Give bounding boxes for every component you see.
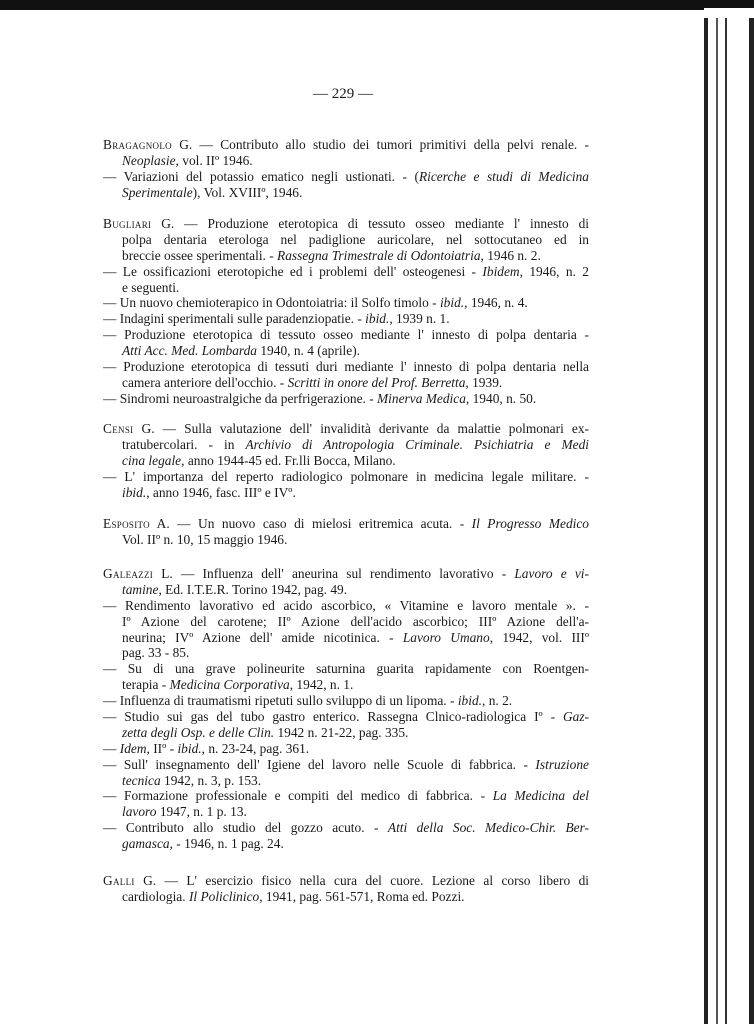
journal-title: Istruzione	[535, 756, 589, 772]
reference-line	[103, 216, 589, 232]
reference-text: , 1939.	[465, 374, 503, 390]
reference-line	[103, 437, 589, 453]
reference-text: — Studio sui gas del tubo gastro enterico. Rassegna Clnico-radiologica Iº -	[103, 709, 563, 725]
reference-line	[103, 327, 589, 343]
reference-line	[103, 185, 589, 201]
reference-text: terapia -	[122, 677, 170, 693]
reference-line	[103, 485, 589, 501]
reference-item	[103, 391, 589, 407]
reference-text: L. — Influenza dell' aneurina sul rendimento lavorativo -	[153, 566, 515, 581]
reference-line	[103, 804, 589, 820]
reference-line	[103, 169, 589, 185]
reference-line	[103, 248, 589, 264]
reference-text: — Un nuovo chemioterapico in Odontoiatria: il Solfo timolo -	[103, 295, 440, 311]
reference-text: , anno 1946, fasc. IIIº e IVº.	[146, 484, 296, 500]
journal-title: ibid.	[365, 311, 390, 327]
reference-text: G. — Contributo allo studio dei tumori primitivi della pelvi renale. -	[171, 137, 589, 152]
reference-line	[103, 788, 589, 804]
reference-text: , n. 23-24, pag. 361.	[201, 740, 310, 756]
reference-text: — Influenza di traumatismi ripetuti sullo sviluppo di un lipoma. -	[103, 693, 458, 709]
reference-item	[103, 820, 589, 852]
reference-line	[103, 295, 589, 311]
reference-line	[103, 725, 589, 741]
reference-text: — Sull' insegnamento dell' Igiene del lavoro nelle Scuole di fabbrica. -	[103, 756, 536, 772]
journal-title: Medicina Corporativa	[169, 677, 290, 693]
journal-title: tecnica	[122, 772, 161, 788]
reference-item	[103, 873, 589, 905]
reference-line	[103, 343, 589, 359]
reference-text: — Indagini sperimentali sulle paradenziopatie. -	[103, 311, 366, 327]
reference-line	[103, 532, 589, 548]
journal-title: tamine	[122, 581, 159, 597]
reference-line	[103, 469, 589, 485]
journal-title: Idem	[119, 740, 147, 756]
journal-title: Ricerche e studi di Medicina	[418, 168, 589, 184]
reference-text: — Contributo allo studio del gozzo acuto. -	[103, 820, 388, 836]
journal-title: ibid.	[457, 693, 482, 709]
journal-title: ibid.	[177, 740, 202, 756]
journal-title: Atti Acc. Med. Lombarda	[122, 343, 258, 359]
reference-text: , Ed. I.T.E.R. Torino 1942, pag. 49.	[158, 581, 348, 597]
reference-text: , n. 2.	[482, 693, 513, 709]
reference-text: 1942, n. 3, p. 153.	[160, 772, 262, 788]
author-name: Esposito	[103, 516, 150, 531]
reference-text: — Variazioni del potassio ematico negli ustionati. - (	[103, 168, 419, 184]
reference-item	[103, 311, 589, 327]
reference-item	[103, 469, 589, 501]
reference-line	[103, 630, 589, 646]
bibliography-entry	[103, 421, 589, 500]
reference-line	[103, 153, 589, 169]
journal-title: Lavoro e vi-	[514, 566, 589, 581]
bibliography-entry	[103, 873, 589, 905]
page-number: — 229 —	[313, 86, 373, 102]
journal-title: Archivio di Antropologia Criminale. Psichiatria e Medi	[245, 436, 589, 452]
reference-text: polpa dentaria eterologa nel padiglione auricolare, nel sottocutaneo ed in	[122, 231, 589, 247]
reference-line	[103, 820, 589, 836]
reference-text: —	[103, 740, 120, 756]
reference-item	[103, 598, 589, 662]
reference-text: 1947, n. 1 p. 13.	[156, 804, 247, 820]
reference-line	[103, 741, 589, 757]
journal-title: Lavoro Umano	[402, 629, 490, 645]
reference-text: cardiologia.	[122, 888, 189, 904]
bibliography-entry	[103, 216, 589, 407]
reference-text: G. — L' esercizio fisico nella cura del cuore. Lezione al corso libero di	[134, 873, 589, 888]
reference-line	[103, 280, 589, 296]
reference-line	[103, 889, 589, 905]
reference-text: , 1942, vol. IIIº	[489, 629, 589, 645]
book-binding-edge	[704, 8, 754, 1024]
reference-item	[103, 566, 589, 598]
journal-title: zetta degli Osp. e delle Clin.	[122, 724, 275, 740]
journal-title: Gaz-	[562, 709, 589, 725]
reference-item	[103, 169, 589, 201]
reference-text: Iº Azione del carotene; IIº Azione dell'acido ascorbico; IIIº Azione dell'a-	[122, 613, 589, 629]
reference-item	[103, 788, 589, 820]
journal-title: Neoplasie,	[122, 152, 179, 168]
reference-text: , 1939 n. 1.	[389, 311, 450, 327]
reference-text: , 1946, n. 2	[519, 263, 589, 279]
reference-item	[103, 327, 589, 359]
reference-line	[103, 645, 589, 661]
reference-line	[103, 311, 589, 327]
journal-title: Sperimentale	[122, 184, 193, 200]
author-name: Censi	[103, 421, 134, 436]
reference-text: — Formazione professionale e compiti del medico di fabbrica. -	[103, 788, 493, 804]
journal-title: Il Policlinico	[188, 888, 260, 904]
reference-item	[103, 661, 589, 693]
bibliography-entry	[103, 137, 589, 201]
reference-text: neurina; IVº Azione dell' amide nicotinica. -	[122, 629, 403, 645]
reference-text: pag. 33 - 85.	[122, 645, 190, 661]
reference-line	[103, 836, 589, 852]
reference-text: Vol. IIº n. 10, 15 maggio 1946.	[122, 531, 288, 547]
reference-line	[103, 566, 589, 582]
reference-line	[103, 375, 589, 391]
author-name: Bugliari	[103, 216, 152, 231]
reference-text: , 1942, n. 1.	[289, 677, 354, 693]
journal-title: Minerva Medica	[377, 390, 466, 406]
reference-line	[103, 773, 589, 789]
reference-text: — Produzione eterotopica di tessuti duri mediante l' innesto di polpa dentaria nella	[103, 359, 589, 375]
binding-line	[704, 18, 708, 1024]
reference-item	[103, 709, 589, 741]
reference-line	[103, 516, 589, 532]
reference-text: A. — Un nuovo caso di mielosi eritremica acuta. -	[149, 516, 472, 531]
journal-title: Rassegna Trimestrale di Odontoiatria	[277, 247, 481, 263]
reference-line	[103, 264, 589, 280]
binding-line	[725, 18, 727, 1024]
journal-title: ibid.	[439, 295, 465, 311]
journal-title: lavoro	[122, 804, 157, 820]
reference-text: — Produzione eterotopica di tessuto osseo mediante l' innesto di polpa dentaria -	[103, 327, 589, 343]
journal-title: ibid.	[122, 484, 147, 500]
reference-line	[103, 391, 589, 407]
journal-title: Ibidem	[482, 263, 520, 279]
reference-text: — Su di una grave polineurite saturnina guarita rapidamente con Roentgen-	[103, 661, 589, 677]
author-name: Galli	[103, 873, 135, 888]
author-name: Bragagnolo	[103, 137, 172, 152]
reference-text: , 1941, pag. 561-571, Roma ed. Pozzi.	[259, 888, 465, 904]
reference-text: — Le ossificazioni eterotopiche ed i problemi dell' osteogenesi -	[103, 263, 483, 279]
reference-text: 1940, n. 4 (aprile).	[257, 343, 361, 359]
reference-item	[103, 741, 589, 757]
reference-item	[103, 295, 589, 311]
journal-title: Il Progresso Medico	[471, 516, 589, 531]
journal-title: Scritti in onore del Prof. Berretta	[287, 374, 466, 390]
reference-text: tratubercolari. - in	[122, 436, 246, 452]
reference-item	[103, 137, 589, 169]
reference-line	[103, 677, 589, 693]
reference-text: — Rendimento lavorativo ed acido ascorbico, « Vitamine e lavoro mentale ». -	[103, 597, 589, 613]
reference-line	[103, 757, 589, 773]
journal-title: Atti della Soc. Medico-Chir. Ber-	[387, 820, 589, 836]
reference-line	[103, 232, 589, 248]
reference-text: breccie ossee sperimentali. -	[122, 247, 278, 263]
reference-text: 1942 n. 21-22, pag. 335.	[274, 724, 409, 740]
reference-text: — L' importanza del reperto radiologico polmonare in medicina legale militare. -	[103, 468, 589, 484]
reference-text: G. — Sulla valutazione dell' invalidità derivante da malattie polmonari ex-	[133, 421, 589, 436]
reference-text: ), Vol. XVIIIº, 1946.	[192, 184, 303, 200]
reference-line	[103, 359, 589, 375]
reference-item	[103, 264, 589, 296]
reference-text: G. — Produzione eterotopica di tessuto osseo mediante l' innesto di	[151, 216, 589, 231]
journal-title: La Medicina del	[492, 788, 589, 804]
reference-text: , 1940, n. 50.	[465, 390, 537, 406]
reference-text: — Sindromi neuroastralgiche da perfrigerazione. -	[103, 390, 378, 406]
reference-item	[103, 359, 589, 391]
reference-line	[103, 709, 589, 725]
reference-text: , IIº -	[146, 740, 178, 756]
reference-item	[103, 421, 589, 469]
reference-item	[103, 693, 589, 709]
reference-line	[103, 598, 589, 614]
journal-title: cina legale	[122, 452, 182, 468]
reference-line	[103, 137, 589, 153]
journal-title: gamasca	[122, 836, 170, 852]
reference-line	[103, 614, 589, 630]
reference-line	[103, 582, 589, 598]
reference-line	[103, 873, 589, 889]
author-name: Galeazzi	[103, 566, 154, 581]
reference-item	[103, 216, 589, 264]
reference-text: e seguenti.	[122, 279, 180, 295]
reference-line	[103, 421, 589, 437]
binding-line	[716, 18, 718, 1024]
bibliography-entry	[103, 566, 589, 852]
reference-text: , 1946 n. 2.	[480, 247, 541, 263]
reference-line	[103, 453, 589, 469]
reference-line	[103, 693, 589, 709]
reference-text: camera anteriore dell'occhio. -	[122, 374, 288, 390]
reference-item	[103, 516, 589, 548]
bibliography-entry	[103, 516, 589, 548]
reference-line	[103, 661, 589, 677]
reference-item	[103, 757, 589, 789]
reference-text: , anno 1944-45 ed. Fr.lli Bocca, Milano.	[181, 452, 396, 468]
scan-top-border	[0, 0, 754, 10]
reference-text: , - 1946, n. 1 pag. 24.	[169, 836, 284, 852]
reference-text: , 1946, n. 4.	[464, 295, 528, 311]
binding-line	[749, 18, 754, 1024]
reference-text: vol. IIº 1946.	[178, 152, 253, 168]
